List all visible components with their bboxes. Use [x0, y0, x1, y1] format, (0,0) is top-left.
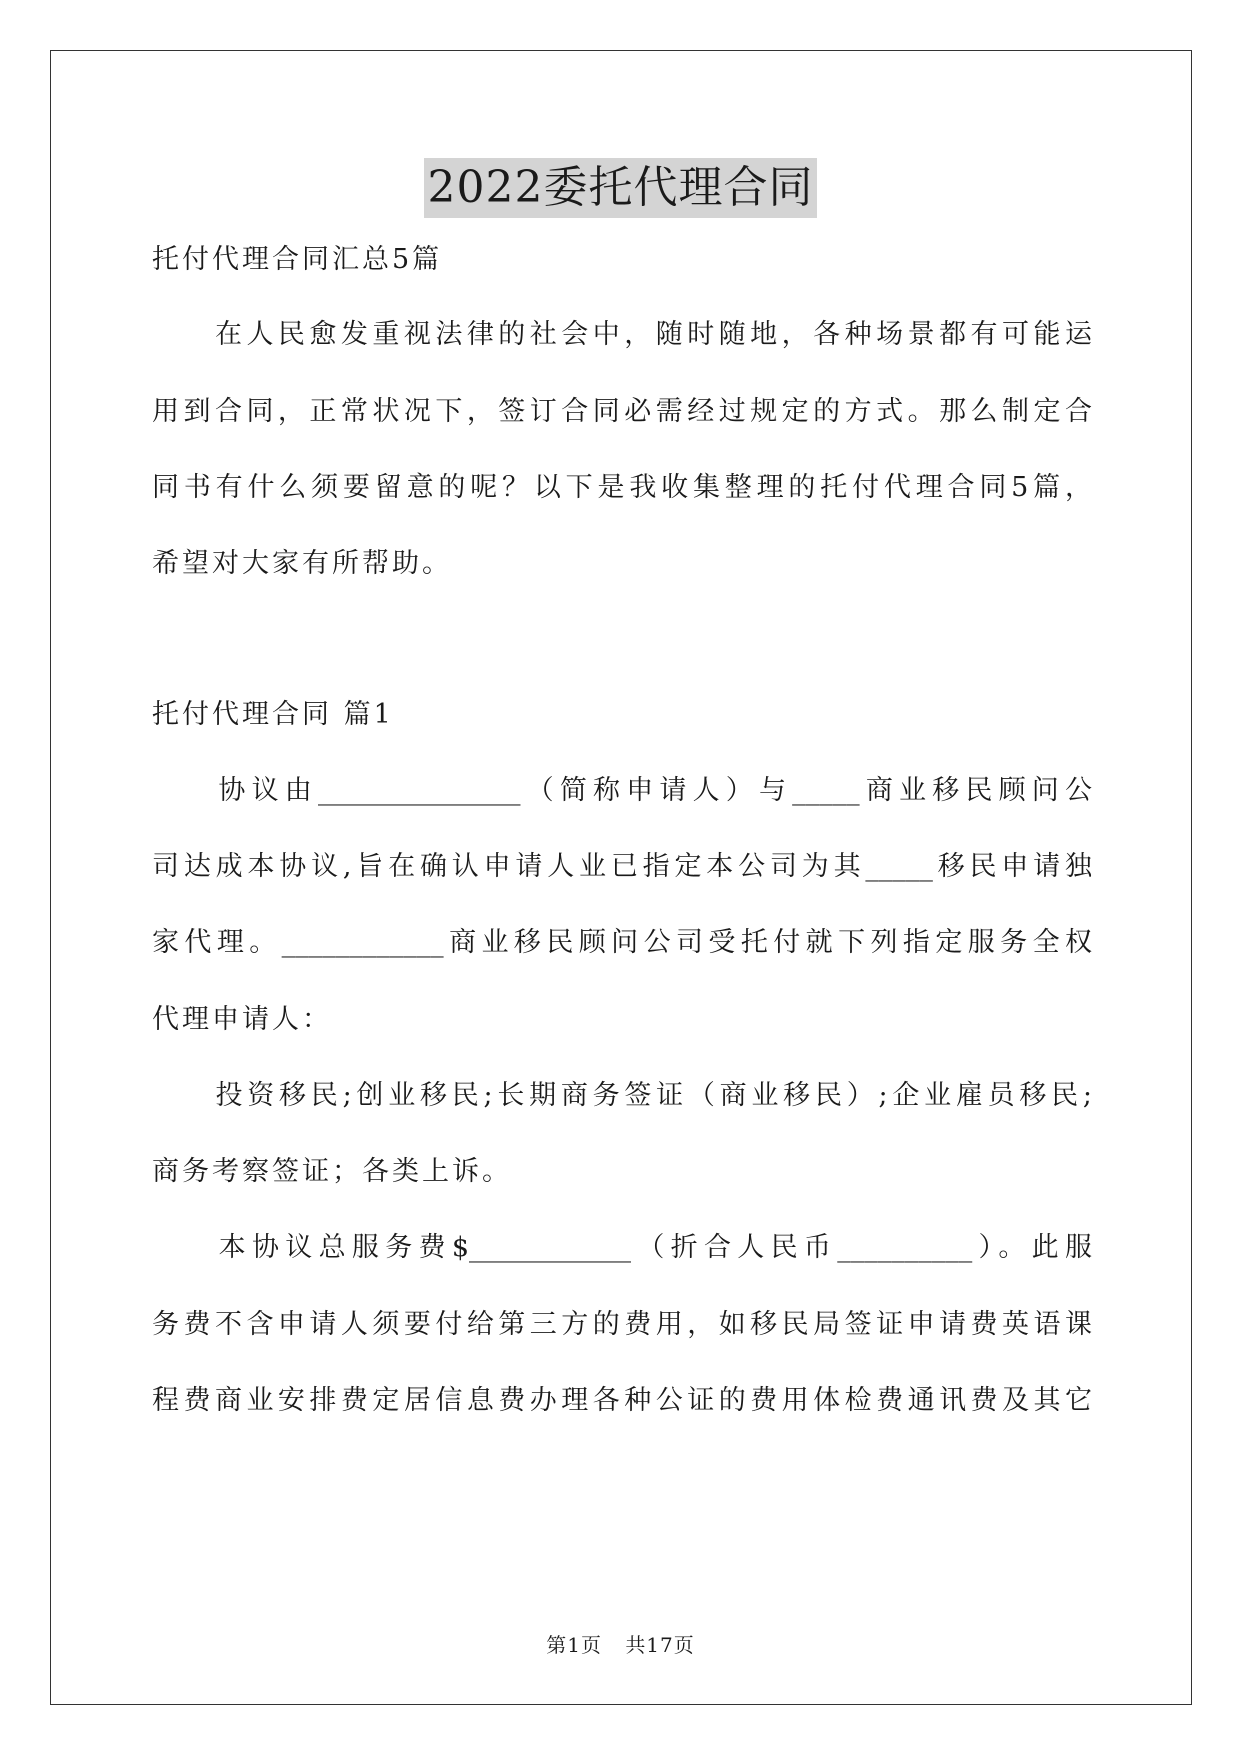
paragraph-line: 务费不含申请人须要付给第三方的费用，如移民局签证申请费英语课 — [152, 1309, 1092, 1340]
page-total: 共17页 — [625, 1633, 695, 1657]
paragraph-line: 代理申请人： — [152, 1004, 332, 1035]
paragraph-line: 商务考察签证；各类上诉。 — [152, 1156, 512, 1187]
subtitle-line: 托付代理合同汇总5篇 — [152, 244, 443, 275]
paragraph-line: 同书有什么须要留意的呢？以下是我收集整理的托付代理合同5篇， — [152, 472, 1092, 503]
page-footer — [0, 1631, 1241, 1659]
paragraph-line: 协议由_______________（简称申请人）与_____商业移民顾问公 — [152, 775, 1092, 806]
paragraph-line: 用到合同，正常状况下，签订合同必需经过规定的方式。那么制定合 — [152, 396, 1092, 427]
page-number: 第1页 — [546, 1633, 602, 1657]
paragraph-line: 家代理。____________商业移民顾问公司受托付就下列指定服务全权 — [152, 927, 1092, 958]
paragraph-line: 在人民愈发重视法律的社会中，随时随地，各种场景都有可能运 — [152, 319, 1092, 350]
document-title: 2022委托代理合同 — [424, 158, 818, 218]
section-heading: 托付代理合同 篇1 — [152, 699, 394, 730]
paragraph-line: 希望对大家有所帮助。 — [152, 548, 452, 579]
title-container — [0, 158, 1241, 218]
paragraph-line: 程费商业安排费定居信息费办理各种公证的费用体检费通讯费及其它 — [152, 1385, 1092, 1416]
paragraph-line: 本协议总服务费$____________（折合人民币__________）。此服 — [152, 1232, 1092, 1263]
paragraph-line: 司达成本协议,旨在确认申请人业已指定本公司为其_____移民申请独 — [152, 851, 1092, 882]
paragraph-line: 投资移民;创业移民;长期商务签证（商业移民）;企业雇员移民; — [152, 1080, 1092, 1111]
